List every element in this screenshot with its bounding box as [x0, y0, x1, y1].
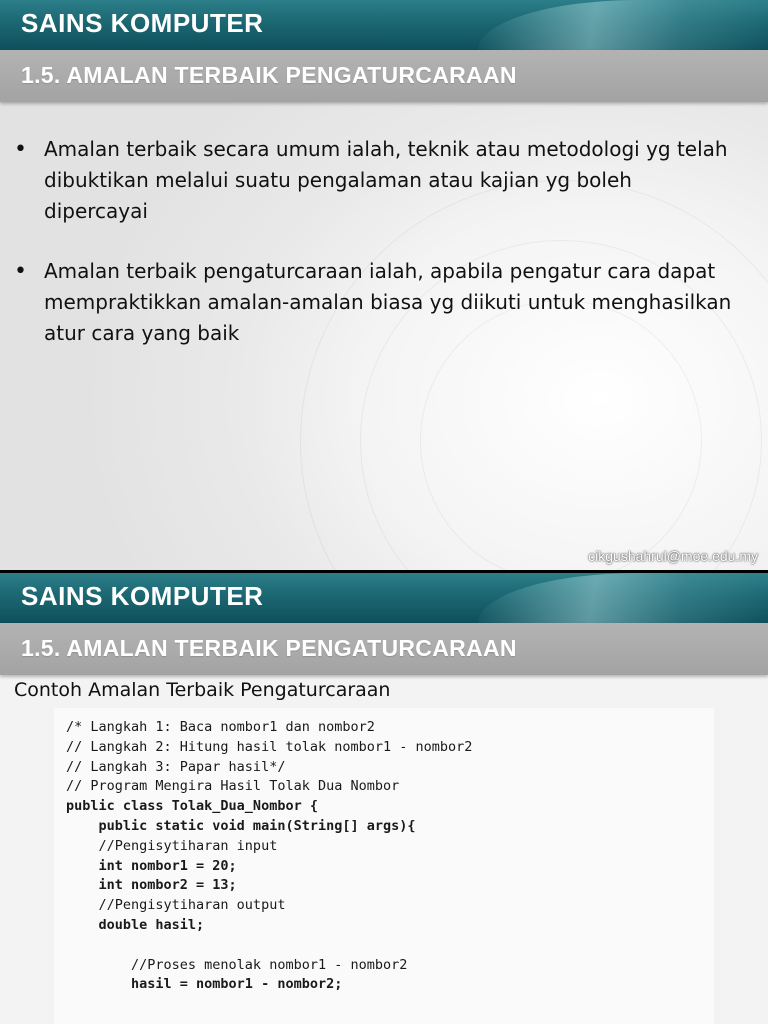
slide-title: SAINS KOMPUTER — [21, 581, 264, 611]
code-line: int nombor2 = 13; — [66, 877, 237, 894]
bullet-text: Amalan terbaik secara umum ialah, teknik atau metodologi yg telah dibuktikan melalui suatu pengalaman atau kajian yg boleh dipercayai — [44, 137, 728, 223]
code-line: // Program Mengira Hasil Tolak Dua Nombor — [66, 778, 400, 795]
slide-2 — [0, 573, 768, 1024]
code-line: double hasil; — [66, 916, 205, 933]
footer-email: cikgushahrul@moe.edu.my — [588, 548, 758, 564]
slide-title: SAINS KOMPUTER — [21, 8, 264, 38]
code-block — [54, 708, 714, 1024]
example-heading: Contoh Amalan Terbaik Pengaturcaraan — [14, 679, 391, 701]
code-line: // Langkah 3: Papar hasil*/ — [66, 758, 286, 775]
code-line: //Proses menolak nombor1 - nombor2 — [66, 956, 408, 973]
bullet-text: Amalan terbaik pengaturcaraan ialah, apabila pengatur cara dapat mempraktikkan amalan-amalan biasa yg diikuti untuk menghasilkan atur cara yang baik — [44, 259, 732, 345]
slide-subtitle: 1.5. AMALAN TERBAIK PENGATURCARAAN — [21, 62, 517, 88]
bullet-icon: • — [14, 137, 27, 162]
bullet-icon: • — [14, 259, 27, 284]
title-bar — [0, 0, 768, 50]
slide-subtitle: 1.5. AMALAN TERBAIK PENGATURCARAAN — [21, 635, 517, 661]
code-line: public static void main(String[] args){ — [66, 817, 416, 834]
code-line: // Langkah 2: Hitung hasil tolak nombor1 - nombor2 — [66, 738, 473, 755]
bullet-list — [14, 134, 734, 378]
code-line: //Pengisytiharan output — [66, 897, 286, 914]
code-line: int nombor1 = 20; — [66, 857, 237, 874]
code-line: hasil = nombor1 - nombor2; — [66, 976, 343, 993]
code-line: /* Langkah 1: Baca nombor1 dan nombor2 — [66, 719, 375, 735]
code-line: public class Tolak_Dua_Nombor { — [66, 798, 318, 815]
subtitle-bar — [0, 50, 768, 102]
title-swoosh — [478, 0, 768, 50]
bullet-item — [14, 256, 734, 349]
title-swoosh — [478, 573, 768, 623]
title-bar — [0, 573, 768, 623]
code-line — [66, 936, 714, 956]
subtitle-bar — [0, 623, 768, 675]
code-line: //Pengisytiharan input — [66, 837, 278, 854]
bullet-item — [14, 134, 734, 227]
